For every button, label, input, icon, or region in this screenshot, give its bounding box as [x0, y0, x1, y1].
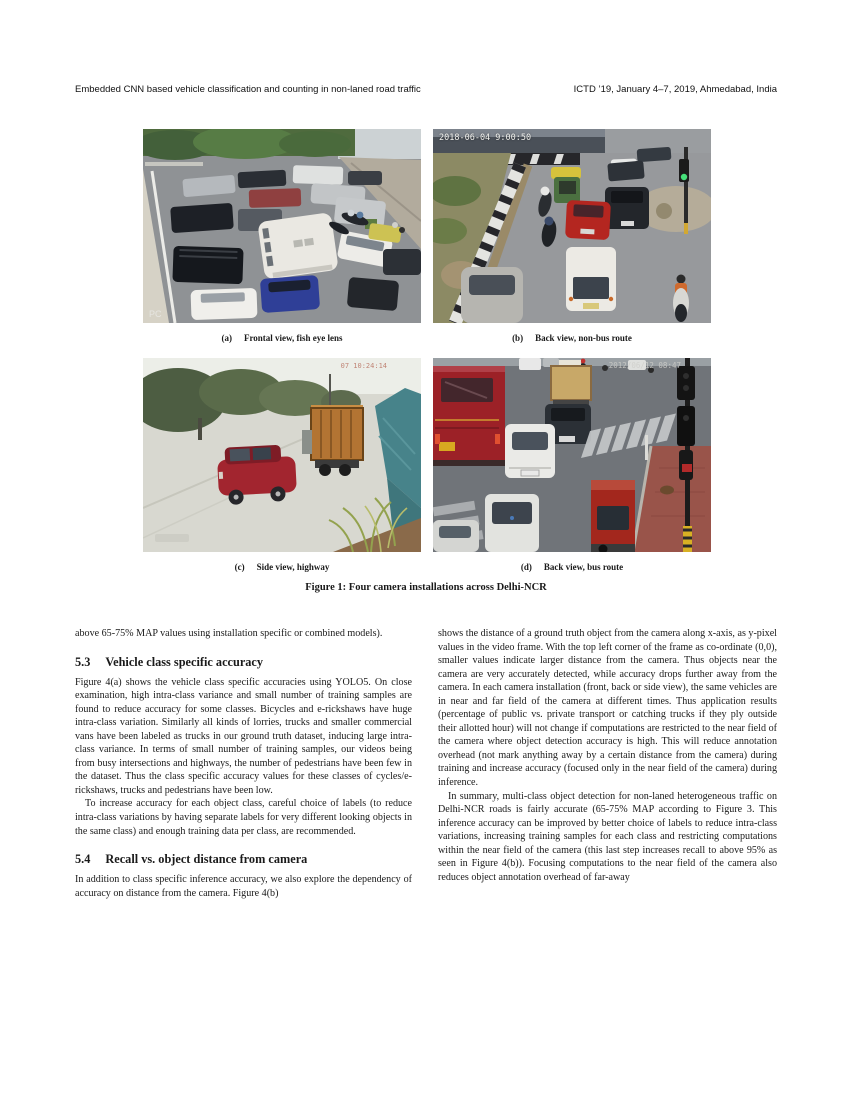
caption-d-text: Back view, bus route	[543, 562, 624, 572]
figure-panel-b	[433, 129, 711, 344]
caption-b-label: (b)	[512, 333, 524, 343]
running-header-title: Embedded CNN based vehicle classification and counting in non-laned road traffic	[75, 84, 421, 95]
photo-side-highway-graphic	[143, 358, 421, 552]
paragraph: In summary, multi-class object detection for non-laned heterogeneous traffic on Delhi-NCR roads is fairly accurate (65-75% MAP according to Figure 3. This inference accuracy can be improved by better choice of labels to reduce intra-class variations, increasing training samples for each class and restricting computations within the near field of the camera (this last step increases recall to above 95% as seen in Figure 4(b)). Focusing computations to the near field of the camera also reduces object annotation overhead of far-away	[438, 790, 777, 883]
photo-back-nonbus-graphic	[433, 129, 711, 323]
caption-c-text: Side view, highway	[256, 562, 330, 572]
caption-a-label: (a)	[221, 333, 232, 343]
left-column	[75, 627, 412, 900]
photo-back-nonbus	[433, 129, 711, 323]
paragraph: To increase accuracy for each object class, careful choice of labels (to reduce intra-class variations by having separate labels for very different looking objects in the same class) and enough training data per class, are recommended.	[75, 798, 412, 837]
section-heading-5-4	[75, 852, 412, 866]
paragraph: shows the distance of a ground truth object from the camera along x-axis, as y-pixel values in the video frame. With the top left corner of the frame as co-ordinate (0,0), smaller values indicate larger distance from the camera. Thus objects near the camera are very accurately detected, while accuracy drops further away from the camera. In each camera installation (front, back or side view), the same vehicles are in near and far field of the camera at different times. Thus application results (percentage of public vs. private transport or catching trucks if they ply outside their allotted hour) will not change if computations are restricted to the near field of the camera where object detection accuracy is high. This will reduce annotation overhead (not mark anything away by a certain distance from the camera) during training and increase accuracy (focused only in the near field of the camera) during inference.	[438, 628, 777, 789]
paragraph: In addition to class specific inference accuracy, we also explore the dependency of accuracy on distance from the camera. Figure 4(b)	[75, 874, 412, 899]
section-heading-5-3	[75, 655, 412, 669]
photo-b-timestamp: 2018-06-04 9:00:50	[439, 133, 532, 143]
figure-panel-a	[143, 129, 421, 344]
figure-panel-c	[143, 358, 421, 573]
photo-frontal-fisheye	[143, 129, 421, 323]
caption-d-label: (d)	[520, 562, 532, 572]
figure-1-caption: Figure 1: Four camera installations across Delhi-NCR	[305, 582, 547, 593]
photo-c-timestamp: 07 10:24:14	[340, 362, 387, 370]
paragraph: above 65-75% MAP values using installation specific or combined models).	[75, 628, 383, 639]
red-bus-shape	[433, 366, 505, 466]
right-column	[438, 627, 777, 884]
running-header	[75, 84, 777, 95]
caption-c	[143, 561, 421, 573]
paragraph: Figure 4(a) shows the vehicle class specific accuracies using YOLO5. On close examination, high intra-class variance and small number of training samples are found to reduce accuracy for some classes. Bicycles and e-rickshaws have huge intra-class variation. Similarly all kinds of lorries, trucks and smaller commercial vans have been labeled as trucks in our ground truth dataset, inducing large intra-class variance. In terms of small number of training samples, our videos being from busy intersections and highways, the number of pedestrians have been few in the dataset. Thus the class specific accuracy values for these classes of cycles/e-rickshaws, trucks and pedestrians have been low.	[75, 676, 412, 796]
photo-back-busroute	[433, 358, 711, 552]
photo-d-timestamp: 2012/06/12 08:47	[608, 361, 681, 370]
caption-a-text: Frontal view, fish eye lens	[243, 333, 343, 343]
photo-frontal-fisheye-graphic	[143, 129, 421, 323]
caption-b-text: Back view, non-bus route	[535, 333, 632, 343]
caption-b	[433, 332, 711, 344]
caption-d	[433, 561, 711, 573]
figure-1	[143, 129, 711, 573]
section-title: Vehicle class specific accuracy	[105, 654, 264, 669]
section-title: Recall vs. object distance from camera	[105, 852, 308, 867]
section-number: 5.3	[75, 654, 91, 669]
figure-panel-d	[433, 358, 711, 573]
photo-side-highway	[143, 358, 421, 552]
running-header-conference: ICTD ’19, January 4–7, 2019, Ahmedabad, India	[573, 84, 777, 95]
photo-a-watermark: PC	[149, 309, 162, 319]
caption-a	[143, 332, 421, 344]
caption-c-label: (c)	[234, 562, 245, 572]
photo-back-busroute-graphic	[433, 358, 711, 552]
section-number: 5.4	[75, 852, 91, 867]
